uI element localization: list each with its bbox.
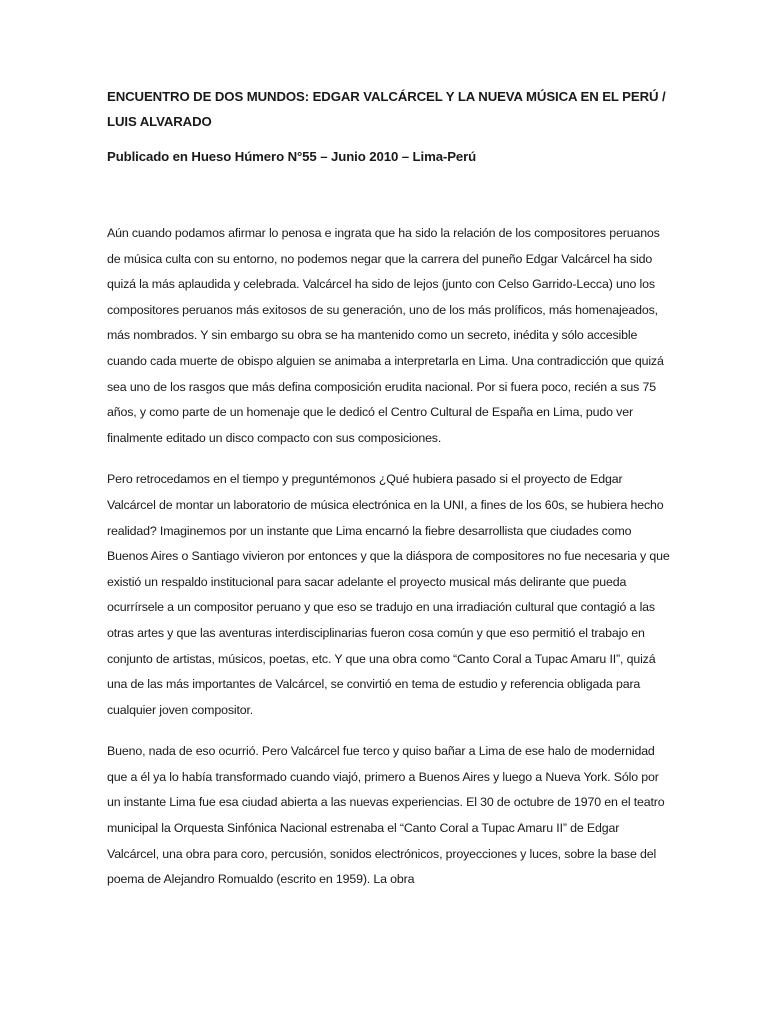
- paragraph-2: Pero retrocedamos en el tiempo y preguntémonos ¿Qué hubiera pasado si el proyecto de Edgar Valcárcel de montar un laboratorio de música electrónica en la UNI, a fines de los 60s, se hubiera hecho realidad? Imaginemos por un instante que Lima encarnó la fiebre desarrollista que ciudades como Buenos Aires o Santiago vivieron por entonces y que la diáspora de compositores no fue necesaria y que existió un respaldo institucional para sacar adelante el proyecto musical más delirante que pueda ocurrírsele a un compositor peruano y que eso se tradujo en una irradiación cultural que contagió a las otras artes y que las aventuras interdisciplinarias fueron cosa común y que eso permitió el trabajo en conjunto de artistas, músicos, poetas, etc. Y que una obra como “Canto Coral a Tupac Amaru II”, quizá una de las más importantes de Valcárcel, se convirtió en tema de estudio y referencia obligada para cualquier joven compositor.: [107, 472, 670, 717]
- article-title: ENCUENTRO DE DOS MUNDOS: EDGAR VALCÁRCEL Y LA NUEVA MÚSICA EN EL PERÚ / LUIS ALVARADO: [107, 89, 666, 129]
- paragraph-3: Bueno, nada de eso ocurrió. Pero Valcárcel fue terco y quiso bañar a Lima de ese halo de modernidad que a él ya lo había transformado cuando viajó, primero a Buenos Aires y luego a Nueva York. Sólo por un instante Lima fue esa ciudad abierta a las nuevas experiencias. El 30 de octubre de 1970 en el teatro municipal la Orquesta Sinfónica Nacional estrenaba el “Canto Coral a Tupac Amaru II” de Edgar Valcárcel, una obra para coro, percusión, sonidos electrónicos, proyecciones y luces, sobre la base del poema de Alejandro Romualdo (escrito en 1959). La obra: [107, 744, 665, 887]
- publication-line: Publicado en Hueso Húmero N°55 – Junio 2010 – Lima-Perú: [107, 149, 477, 164]
- document-content: [107, 84, 672, 909]
- paragraph-1: Aún cuando podamos afirmar lo penosa e ingrata que ha sido la relación de los compositores peruanos de música culta con su entorno, no podemos negar que la carrera del puneño Edgar Valcárcel ha sido quizá la más aplaudida y celebrada. Valcárcel ha sido de lejos (junto con Celso Garrido-Lecca) uno los compositores peruanos más exitosos de su generación, uno de los más prolíficos, más homenajeados, más nombrados. Y sin embargo su obra se ha mantenido como un secreto, inédita y sólo accesible cuando cada muerte de obispo alguien se animaba a interpretarla en Lima. Una contradicción que quizá sea uno de los rasgos que más defina composición erudita nacional. Por si fuera poco, recién a sus 75 años, y como parte de un homenaje que le dedicó el Centro Cultural de España en Lima, pudo ver finalmente editado un disco compacto con sus composiciones.: [107, 226, 664, 445]
- article-body: [107, 221, 672, 893]
